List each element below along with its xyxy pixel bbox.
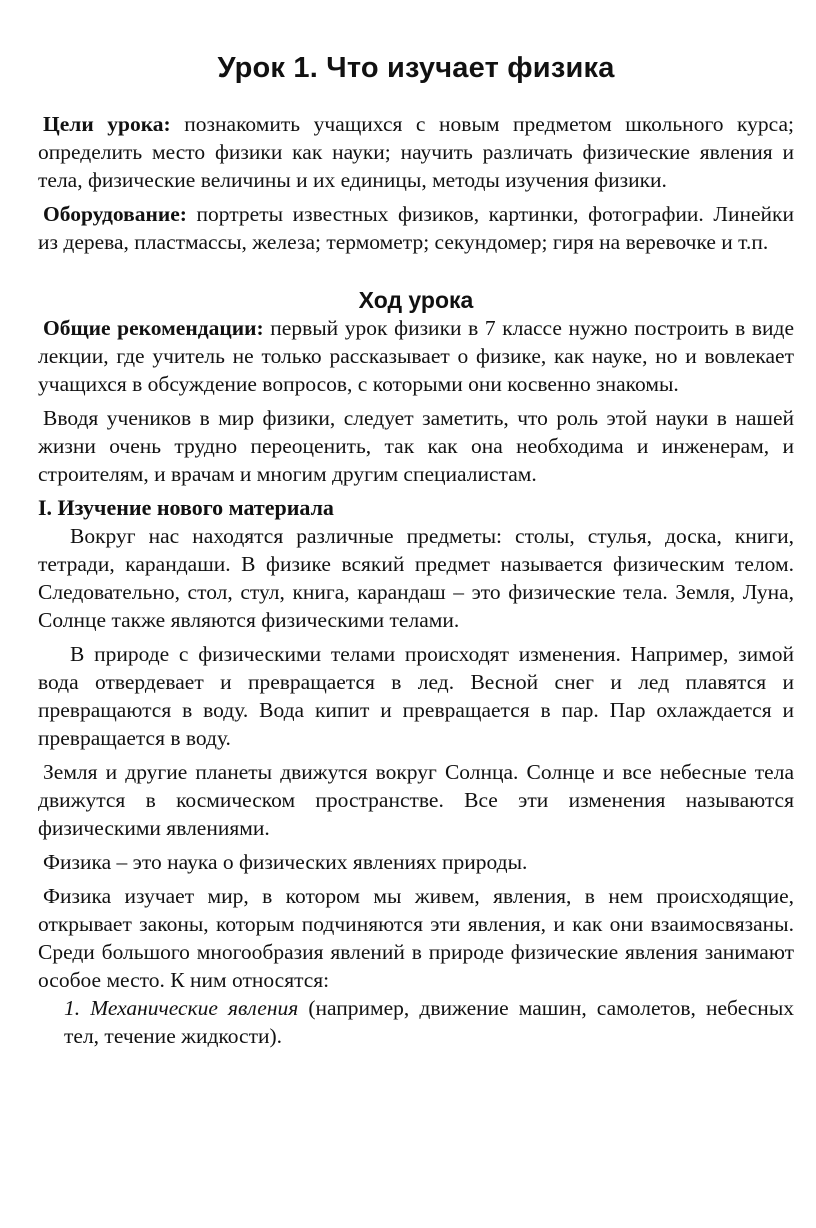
goals-label: Цели урока: — [43, 112, 171, 136]
lesson-title: Урок 1. Что изучает физика — [217, 52, 615, 84]
definition-paragraph: Физика – это наука о физических явлениях природы. — [43, 850, 528, 874]
lesson-progress-heading: Ход урока — [358, 287, 474, 313]
body-paragraph: В природе с физическими телами происходят изменения. Например, зимой вода отвердевает и превращается в лед. Весной снег и лед плавятся и превращаются в воду. Вода кипит и превращается в пар. Пар охлаждается и превращается в воду. — [38, 642, 794, 750]
body-paragraph: Земля и другие планеты движутся вокруг Солнца. Солнце и все небесные тела движутся в космическом пространстве. Все эти изменения называются физическими явлениями. — [38, 760, 794, 840]
equipment-text: портреты известных физиков, картинки, фотографии. Линейки из дерева, пластмассы, железа; термометр; секундомер; гиря на веревочке и т.п. — [38, 202, 794, 254]
goals-text: познакомить учащихся с новым предметом школьного курса; определить место физики как науки; научить различать физические явления и тела, физические величины и их единицы, методы изучения физики. — [38, 112, 794, 192]
list-item-text: (например, движение машин, самолетов, небесных тел, течение жидкости). — [64, 996, 795, 1048]
body-paragraph: Вокруг нас находятся различные предметы: столы, стулья, доска, книги, тетради, карандаши. В физике всякий предмет называется физическим телом. Следовательно, стол, стул, книга, карандаш – это физические тела. Земля, Луна, Солнце также являются физическими телами. — [38, 524, 794, 632]
equipment-label: Оборудование: — [43, 202, 187, 226]
body-paragraph: Физика изучает мир, в котором мы живем, явления, в нем происходящие, открывает законы, которым подчиняются эти явления, и как они взаимосвязаны. Среди большого многообразия явлений в природе физические явления занимают особое место. К ним относятся: — [38, 884, 794, 992]
section-heading: I. Изучение нового материала — [38, 495, 334, 520]
document-page — [38, 50, 794, 1050]
list-item-term: Механические явления — [90, 996, 299, 1020]
recommendations-label: Общие рекомендации: — [43, 316, 264, 340]
recommendations-paragraph — [38, 314, 794, 398]
equipment-paragraph — [38, 200, 794, 256]
list-item — [64, 994, 794, 1050]
intro-paragraph: Вводя учеников в мир физики, следует заметить, что роль этой науки в нашей жизни очень трудно переоценить, так как она необходима и инженерам, и строителям, и врачам и многим другим специалистам. — [38, 406, 794, 486]
goals-paragraph — [38, 110, 794, 194]
list-item-number: 1. — [64, 996, 81, 1020]
recommendations-text: первый урок физики в 7 классе нужно построить в виде лекции, где учитель не только рассказывает о физике, как науке, но и вовлекает учащихся в обсуждение вопросов, с которыми они косвенно знакомы. — [38, 316, 794, 396]
